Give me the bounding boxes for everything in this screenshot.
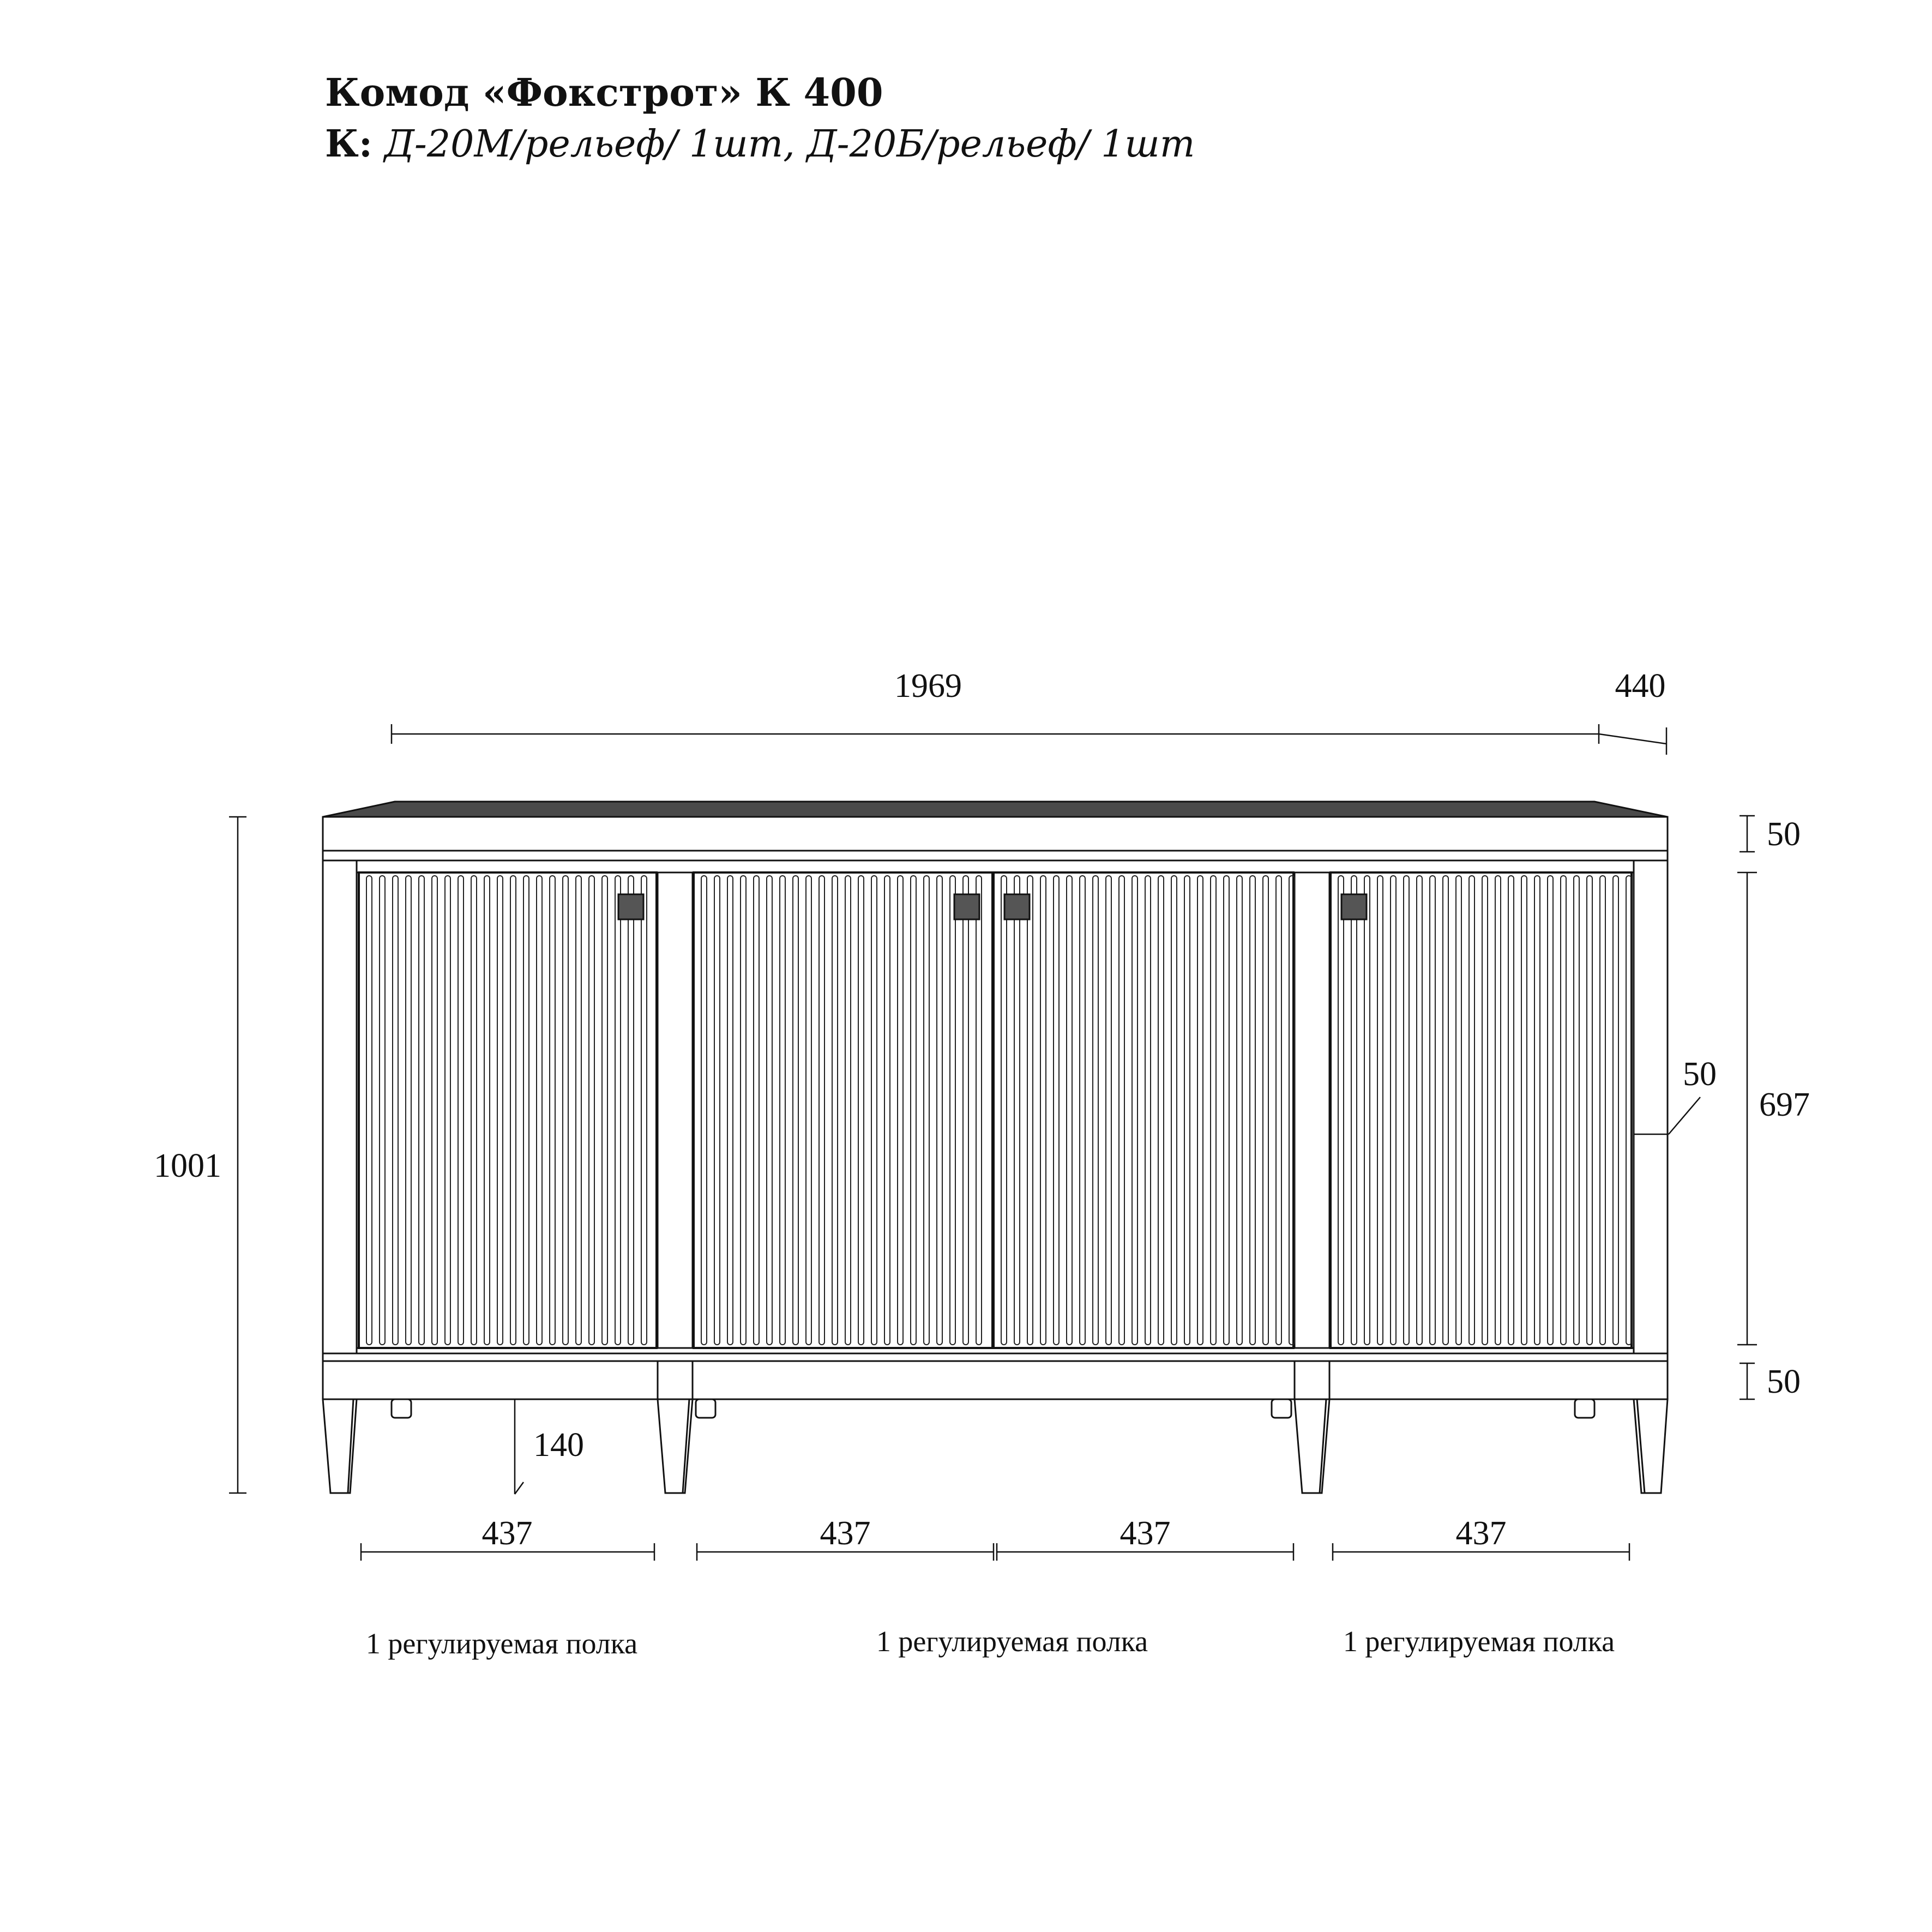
left-post bbox=[323, 860, 357, 1353]
dim-top-thickness: 50 bbox=[1767, 816, 1801, 853]
back-leg-4 bbox=[1575, 1399, 1594, 1418]
drawing-title: Комод «Фокстрот» К 400 bbox=[325, 70, 883, 115]
dresser-top-front bbox=[323, 817, 1668, 851]
dim-height: 1001 bbox=[154, 1147, 221, 1184]
middle-post-right bbox=[1295, 872, 1329, 1348]
door-handle-2 bbox=[954, 894, 979, 919]
dim-width: 1969 bbox=[894, 667, 962, 705]
leg-2 bbox=[658, 1399, 693, 1493]
dim-plinth-height: 50 bbox=[1767, 1363, 1801, 1400]
dim-facade-height: 697 bbox=[1759, 1086, 1810, 1123]
plinth bbox=[323, 1353, 1668, 1361]
shelf-note-3: 1 регулируемая полка bbox=[1343, 1625, 1615, 1658]
door-handle-4 bbox=[1341, 894, 1367, 919]
leg-1 bbox=[323, 1399, 357, 1493]
subtitle-spec: Д-20М/рельеф/ 1шт, Д-20Б/рельеф/ 1шт bbox=[384, 123, 1195, 166]
leg-3 bbox=[1295, 1399, 1329, 1493]
door-2 bbox=[694, 872, 992, 1348]
right-post bbox=[1634, 860, 1668, 1353]
back-leg-1 bbox=[392, 1399, 411, 1418]
dim-leg-height: 140 bbox=[533, 1427, 584, 1464]
back-leg-3 bbox=[1272, 1399, 1291, 1418]
subtitle-label: К: bbox=[325, 122, 372, 166]
dim-depth: 440 bbox=[1615, 667, 1666, 705]
dim-side-post: 50 bbox=[1683, 1056, 1717, 1093]
dim-door-width-4: 437 bbox=[1455, 1515, 1507, 1552]
dim-door-width-1: 437 bbox=[482, 1515, 533, 1552]
door-3 bbox=[994, 872, 1293, 1348]
middle-post-left bbox=[658, 872, 693, 1348]
dresser-apron bbox=[323, 851, 1668, 860]
dim-door-width-2: 437 bbox=[820, 1515, 871, 1552]
dresser-top bbox=[323, 802, 1668, 817]
dim-door-width-3: 437 bbox=[1120, 1515, 1171, 1552]
door-handle-1 bbox=[618, 894, 643, 919]
shelf-note-2: 1 регулируемая полка bbox=[876, 1625, 1148, 1658]
shelf-note-1: 1 регулируемая полка bbox=[365, 1627, 638, 1660]
back-leg-2 bbox=[696, 1399, 715, 1418]
plinth-rail bbox=[323, 1361, 1668, 1399]
door-1 bbox=[359, 872, 657, 1348]
door-handle-3 bbox=[1004, 894, 1030, 919]
